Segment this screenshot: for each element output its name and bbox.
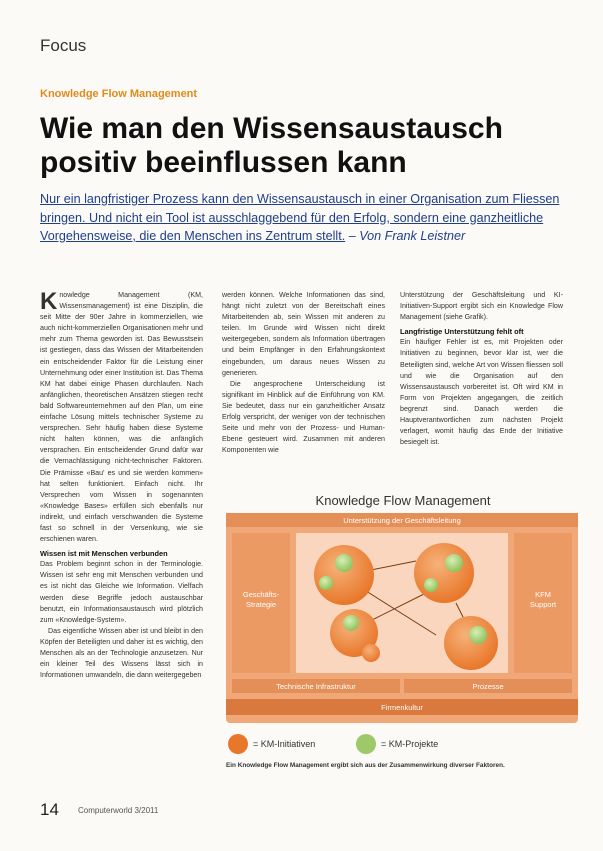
- project-legend-swatch: [356, 734, 376, 754]
- section-label: Focus: [40, 36, 87, 55]
- article-lead: [40, 190, 570, 246]
- left-panel-label-1: Geschäfts-: [242, 590, 280, 599]
- article-author: – Von Frank Leistner: [348, 229, 466, 243]
- paragraph: Unterstützung der Geschäftsleitung und KI-Initiativen-Support ergibt sich ein Knowledge Flow Management (siehe Grafik).: [400, 291, 563, 322]
- drop-cap: K: [40, 288, 58, 315]
- paragraph: Knowledge Management (KM, Wissensmanagement) ist eine Disziplin, die seit Mitte der 90er Jahre in kommerziellen, wie auch nicht-kommerziellen Organisationen mehr und mehr zum Thema geworden ist. Das Bewusstsein ist gestiegen, dass das Wissen der Mitarbeitenden ein entscheidender Faktor für die Leistung einer Unternehmung oder einer Institution ist. Das Thema KM hat dabei einige Phasen durchlaufen. Nach anfänglichen, theoretischen Ansätzen stiegen recht bald Softwareunternehmen auf den Plan, um eine einfache Lösung mittels technischer Systeme zu versprechen. Sehr häufig haben diese Systeme nicht halten können, was die anfänglich versprachen. Ein entscheidender Grund dafür war die Vernachlässigung nicht-technischer Faktoren. Die Prämisse «Bau' es und sie werden kommen» hat selten funktioniert. Einfach nicht. Ihr Versprechen vom Wissen in sogenannten «Knowledge Bases» erfüllen sich ebenfalls nur indirekt, und einfach verschwanden die Systeme fast so schnell in der Versenkung, wie sie erschienen waren.: [40, 288, 203, 544]
- page-number: 14: [40, 800, 59, 819]
- subheading: Wissen ist mit Menschen verbunden: [40, 549, 168, 559]
- lead-text: Nur ein langfristiger Prozess kann den Wissensaustausch in einer Organisation zum Fliessen bringen. Und nicht ein Tool ist ausschlaggebend für den Erfolg, sondern eine ganzheitliche Vorgehensweise, die den Menschen ins Zentrum stellt.: [40, 192, 560, 243]
- initiative-legend-swatch: [228, 734, 248, 754]
- publication-info: Computerworld 3/2011: [78, 806, 159, 815]
- bottom-left-label: Technische Infrastruktur: [276, 682, 356, 691]
- right-panel-label-2: Support: [529, 600, 557, 609]
- paragraph: Ein häufiger Fehler ist es, mit Projekten oder Initiativen zu beginnen, bevor klar ist, wer die Beteiligten sind, welche Art von Wissen fliessen soll und wie die Organisation auf den Wissensaustausch vorbereitet ist. Oft wird KM in Form von Projekten angegangen, die zeitlich begrenzt sind. Danach werden die Hauptverantwortlichen zum nächsten Projekt verlagert, womit häufig das Ende der Initiative besiegelt ist.: [400, 338, 563, 447]
- project-circle: [335, 554, 353, 572]
- paragraph: werden können. Welche Informationen das sind, hängt nicht zuletzt von der Bereitschaft eines Mitarbeitenden ab, sein Wissen mit anderen zu teilen. Im Grunde wird Wissen nicht direkt weitergegeben, sondern als Information übertragen und beim Empfänger in den Erfahrungskontext eingebunden, um daraus neues Wissen zu generieren.: [222, 291, 385, 377]
- legend-initiatives-label: = KM-Initiativen: [253, 739, 316, 749]
- subheading: Langfristige Unterstützung fehlt oft: [400, 327, 524, 337]
- initiative-circle: [414, 543, 474, 603]
- text-column-3: [400, 290, 563, 448]
- paragraph: Das Problem beginnt schon in der Terminologie. Wissen ist sehr eng mit Menschen verbunden und es ist nicht das Gleiche wie Information. Vielfach werden diese Begriffe jedoch austauschbar benutzt, ein Informationsaustausch wird plötzlich zum «Knowledge-System».: [40, 560, 203, 624]
- project-circle: [343, 615, 359, 631]
- paragraph: Die angesprochene Unterscheidung ist signifikant im Hinblick auf die Einführung von KM. Sie bedeutet, dass nur ein ganzheitlicher Ansatz Erfolg verspricht, der weniger von der technischen Seite und mehr von der Prozess- und Human-Ebene gesteuert wird. Zusammen mit anderen Komponenten wie: [222, 379, 385, 455]
- text-column-2: [222, 290, 385, 456]
- bottom-right-label: Prozesse: [472, 682, 504, 691]
- project-circle: [445, 554, 463, 572]
- article-kicker: Knowledge Flow Management: [40, 88, 198, 100]
- paragraph: Das eigentliche Wissen aber ist und bleibt in den Köpfen der Beteiligten und daher ist es wichtig, den Menschen als an der Technologie anzusetzen. Nur ein kleiner Teil des Wissens lässt sich in Informationen umwandeln, die dann weitergegeben: [40, 626, 203, 680]
- knowledge-flow-diagram: [226, 513, 578, 723]
- base-bar-label: Firmenkultur: [381, 703, 423, 712]
- legend-projects-label: = KM-Projekte: [381, 739, 439, 749]
- project-circle: [469, 626, 487, 644]
- top-bar-label: Unterstützung der Geschäftsleitung: [343, 516, 461, 525]
- project-circle: [424, 578, 438, 592]
- initiative-circle: [444, 616, 498, 670]
- text-column-1: [40, 290, 203, 681]
- project-circle: [319, 576, 333, 590]
- figure-caption: Ein Knowledge Flow Management ergibt sich aus der Zusammenwirkung diverser Faktoren.: [226, 762, 505, 769]
- left-panel-label-2: Strategie: [245, 600, 277, 609]
- right-panel-label-1: KFM: [535, 590, 551, 599]
- initiative-circle: [362, 644, 380, 662]
- article-title: Wie man den Wissensaustausch positiv beeinflussen kann: [40, 112, 503, 179]
- diagram-legend: [228, 734, 578, 756]
- figure-title: Knowledge Flow Management: [315, 493, 491, 508]
